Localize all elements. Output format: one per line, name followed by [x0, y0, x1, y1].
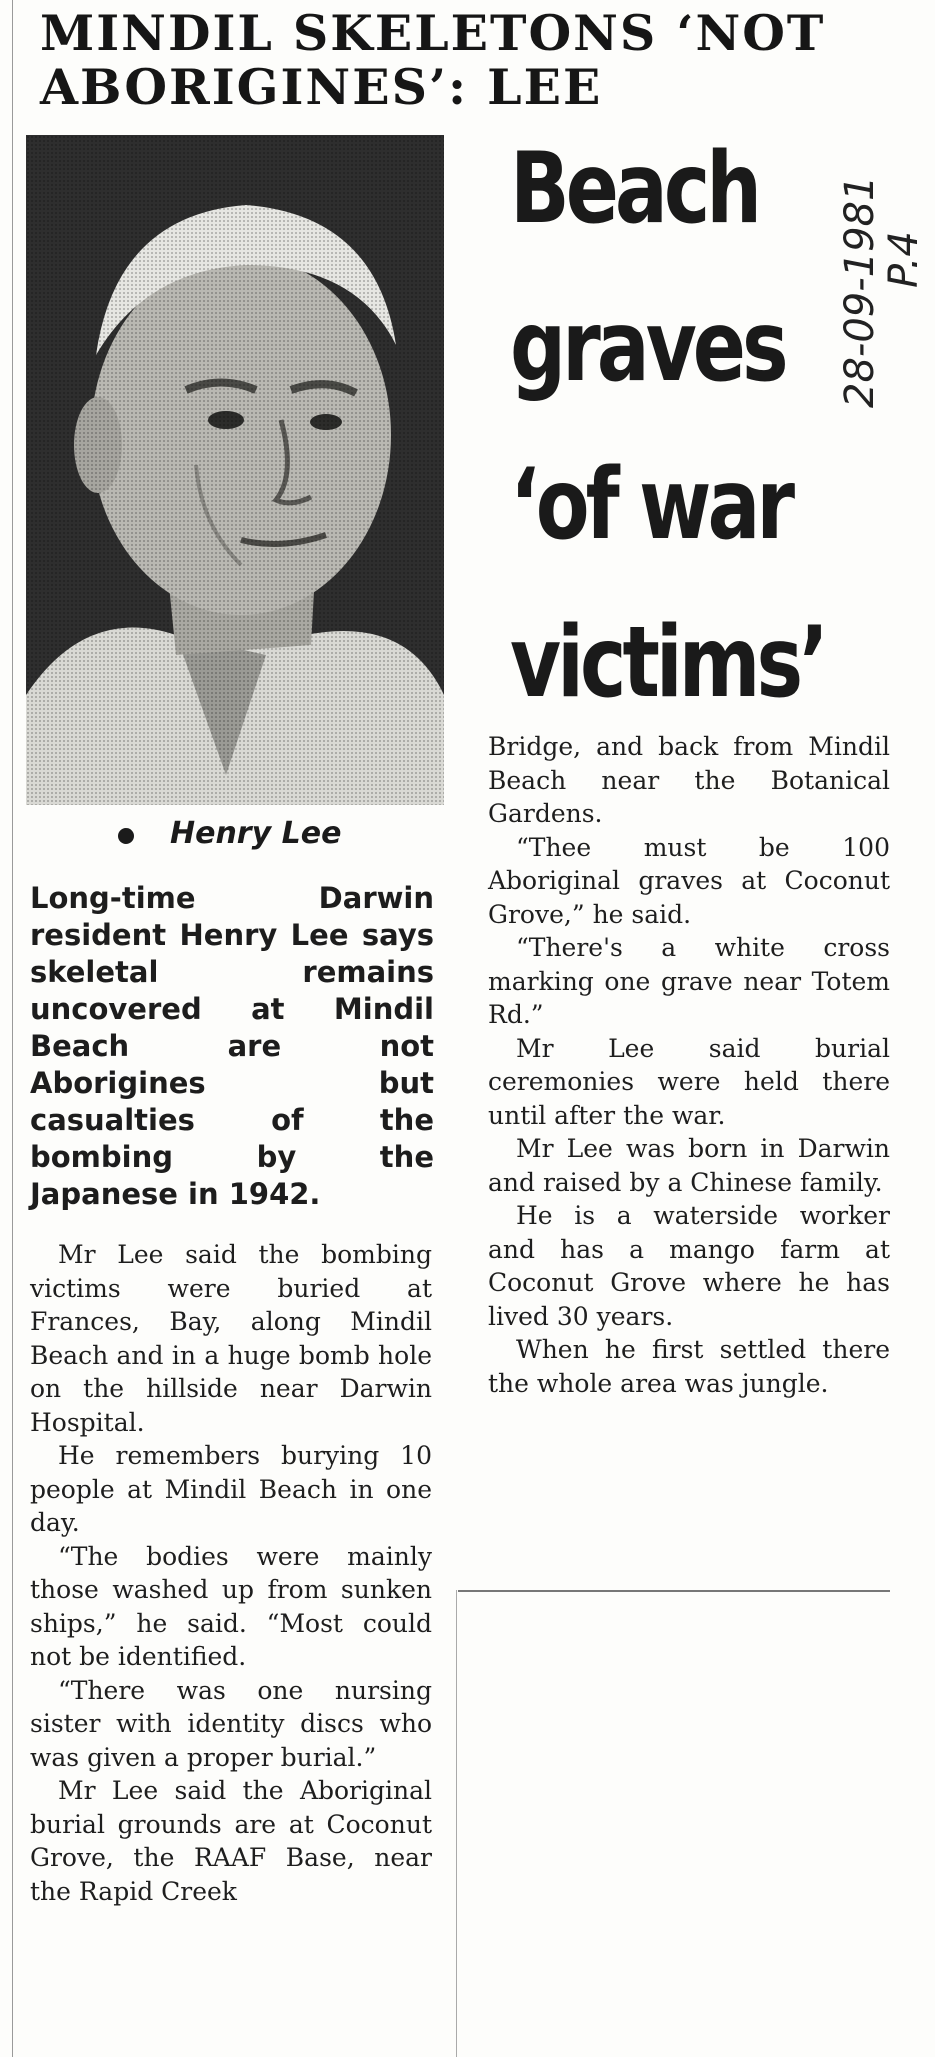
paragraph: “The bodies were mainly those washed up from sunken ships,” he said. “Most could not be identified. — [30, 1541, 432, 1671]
paragraph: Bridge, and back from Mindil Beach near the Botanical Gardens. — [488, 732, 890, 828]
handwritten-date: 28-09-1981 — [837, 175, 883, 408]
end-rule — [458, 1590, 890, 1592]
portrait-illustration — [26, 135, 444, 805]
standfirst: Long-time Darwin resident Henry Lee says skeletal remains uncovered at Mindil Beach are not Aborigines but casualties of the bombing by the Japanese in 1942. — [30, 881, 434, 1211]
headline — [510, 110, 825, 742]
headline-line-2: graves — [510, 290, 785, 404]
kicker-line-2: ABORIGINES’: LEE — [40, 58, 603, 116]
body-column-right — [488, 730, 890, 1400]
kicker-line-1: MINDIL SKELETONS ‘NOT — [40, 4, 826, 62]
column-divider — [456, 1590, 457, 2057]
paragraph: “There was one nursing sister with identity discs who was given a proper burial.” — [30, 1675, 432, 1772]
paragraph: Mr Lee said the Aboriginal burial grounds are at Coconut Grove, the RAAF Base, near the Rapid Creek — [30, 1776, 432, 1906]
clipping-edge — [12, 0, 13, 2057]
portrait-photo — [26, 135, 444, 805]
handwritten-page: P.4 — [881, 231, 927, 288]
paragraph: Mr Lee said the bombing victims were buried at Frances, Bay, along Mindil Beach and in a huge bomb hole on the hillside near Darwin Hospital. — [30, 1240, 432, 1437]
photo-caption — [112, 816, 341, 851]
handwritten-date-note — [838, 88, 926, 408]
paragraph: When he first settled there the whole area was jungle. — [488, 1335, 890, 1398]
paragraph: Mr Lee said burial ceremonies were held there until after the war. — [488, 1033, 890, 1130]
paragraph: He is a waterside worker and has a mango farm at Coconut Grove where he has lived 30 years. — [488, 1201, 890, 1331]
paragraph: He remembers burying 10 people at Mindil Beach in one day. — [30, 1441, 432, 1537]
paragraph: Mr Lee was born in Darwin and raised by a Chinese family. — [488, 1134, 890, 1197]
photo-caption-text: Henry Lee — [170, 816, 342, 851]
headline-line-1: Beach — [510, 132, 759, 246]
headline-line-3: ‘of war — [510, 448, 792, 562]
paragraph: “Thee must be 100 Aboriginal graves at Coconut Grove,” he said. — [488, 832, 890, 929]
kicker-headline — [40, 6, 920, 114]
paragraph: “There's a white cross marking one grave near Totem Rd.” — [488, 933, 890, 1029]
body-column-left — [30, 1238, 432, 1908]
headline-line-4: victims’ — [510, 606, 825, 720]
